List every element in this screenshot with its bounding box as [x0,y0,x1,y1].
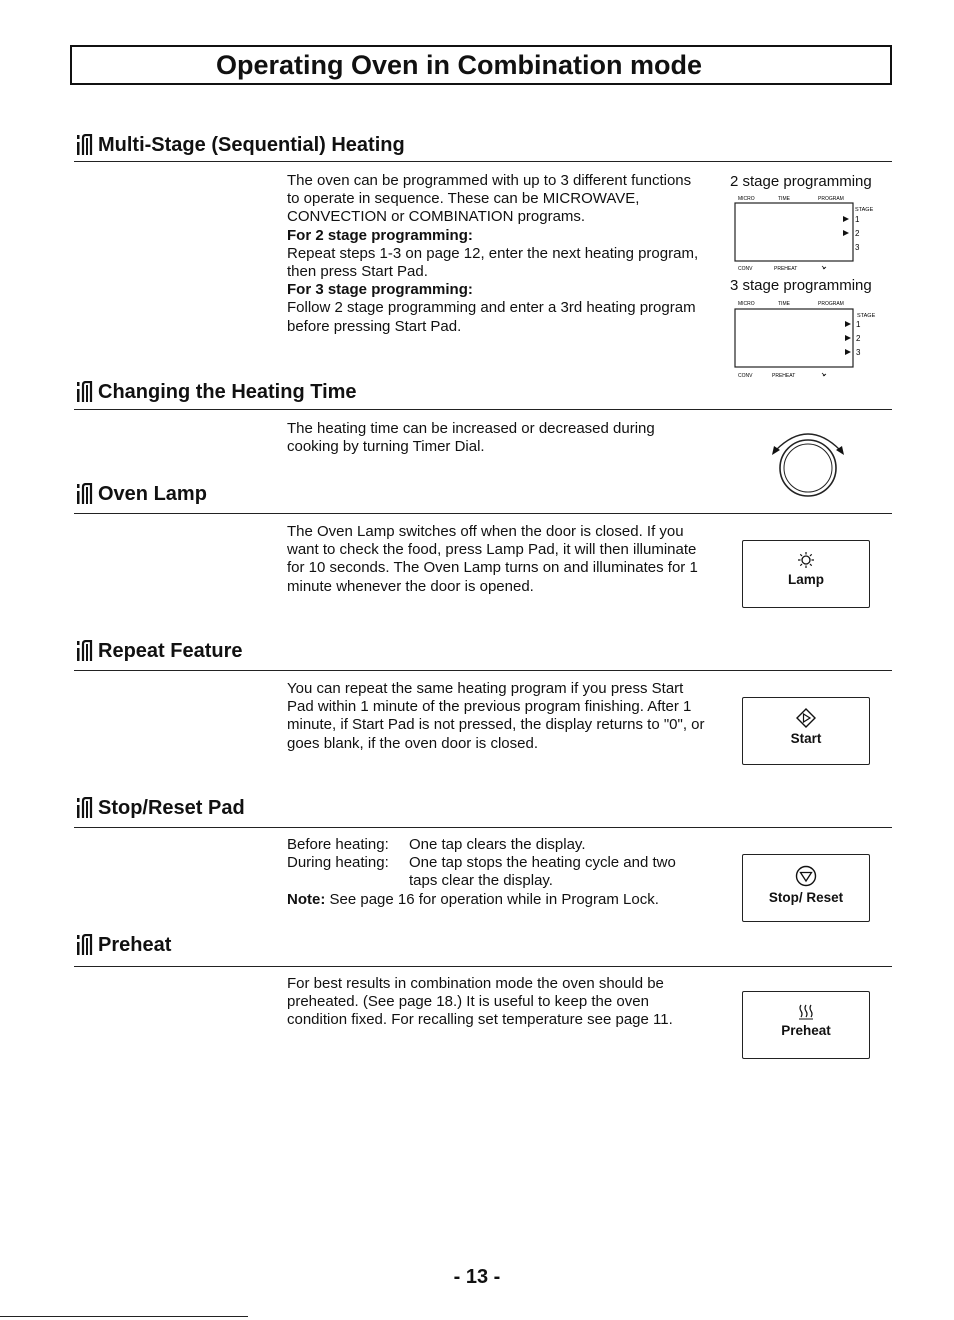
section-divider [74,161,892,162]
stage-number: 1 [855,215,860,224]
display-micro-label: MICRO [738,301,755,307]
stop-icon [795,865,817,887]
section-title: Changing the Heating Time [98,381,357,403]
page-title: Operating Oven in Combination mode [216,50,703,80]
section-marker-icon [74,134,94,156]
repeat-body: You can repeat the same heating program if you press Start Pad within 1 minute of the previous program finishing. After 1 minute, if Start Pad is not pressed, the display returns to "0", or goes blank, if the oven door is closed. [287,680,705,752]
section-marker-icon [74,934,94,956]
timer-dial-icon [764,422,852,500]
display-time-label: TIME [778,196,790,202]
note-label: Note: [287,890,326,908]
page-number: - 13 - [453,1266,501,1288]
stage-number: 3 [856,348,861,357]
during-heating-text: One tap stops the heating cycle and two taps clear the display. [409,854,676,890]
display-micro-label: MICRO [738,196,755,202]
section-divider [74,827,892,828]
preheat-body: For best results in combination mode the oven should be preheated. (See page 18.) It is useful to keep the oven condition fixed. For recalling set temperature see page 11. [287,975,673,1029]
display-conv-label: CONV [738,373,753,379]
three-stage-text: Follow 2 stage programming and enter a 3rd heating program before pressing Start Pad. [287,299,696,335]
display-conv-label: CONV [738,266,753,272]
preheat-pad-label: Preheat [781,1023,831,1038]
section-marker-icon [74,797,94,819]
note-text: See page 16 for operation while in Program Lock. [329,890,659,908]
display-program-label: PROGRAM [818,196,844,202]
section-heading-oven-lamp [74,483,207,505]
section-title: Multi-Stage (Sequential) Heating [98,134,405,156]
display-stage-label: STAGE [855,207,874,213]
lamp-pad[interactable] [742,540,870,608]
multistage-intro: The oven can be programmed with up to 3 different functions to operate in sequence. These can be MICROWAVE, CONVECTION or COMBINATION programs. [287,172,692,226]
section-divider [74,670,892,671]
display-program-label: PROGRAM [818,301,844,307]
preheat-pad[interactable] [742,991,870,1059]
section-heading-stop-reset [74,797,245,819]
start-icon [796,708,816,728]
section-divider [74,966,892,967]
page-title-box [70,45,892,85]
section-title: Oven Lamp [98,483,207,505]
section-marker-icon [74,381,94,403]
heat-waves-icon [797,1002,815,1020]
section-marker-icon [74,640,94,662]
table-row [287,836,694,854]
three-stage-display-label: 3 stage programming [730,277,872,294]
display-stage-label: STAGE [857,313,876,319]
section-divider [74,409,892,410]
oven-lamp-body: The Oven Lamp switches off when the door is closed. If you want to check the food, press Lamp Pad, it will then illuminate for 10 seconds. The Oven Lamp turns on and illuminates for 1 minute whenever the door is opened. [287,523,698,595]
start-pad-label: Start [790,731,822,746]
three-stage-title: For 3 stage programming: [287,281,473,299]
before-heating-text: One tap clears the display. [409,836,586,853]
during-heating-label: During heating: [287,854,389,872]
display-preheat-label: PREHEAT [772,373,796,379]
two-stage-text: Repeat steps 1-3 on page 12, enter the next heating program, then press Start Pad. [287,244,699,281]
section-heading-repeat [74,640,243,662]
stage-number: 2 [855,229,860,238]
stage-number: 3 [855,243,860,252]
section-heading-preheat [74,934,171,956]
section-divider [74,513,892,514]
heating-time-body: The heating time can be increased or decreased during cooking by turning Timer Dial. [287,420,655,456]
section-heading-multistage [74,134,405,156]
section-title: Stop/Reset Pad [98,797,245,819]
display-preheat-label: PREHEAT [774,266,798,272]
table-row [287,854,694,890]
section-title: Repeat Feature [98,640,243,662]
stage-number: 1 [856,320,861,329]
stop-reset-body [287,836,727,909]
stage-number: 2 [856,334,861,343]
stop-reset-pad[interactable] [742,854,870,922]
display-time-label: TIME [778,301,790,307]
lamp-icon [797,551,815,569]
section-marker-icon [74,483,94,505]
footer-rule [0,1316,248,1317]
lamp-pad-label: Lamp [787,572,824,587]
three-stage-display [732,296,882,380]
section-title: Preheat [98,934,172,956]
two-stage-display [732,192,882,274]
two-stage-title: For 2 stage programming: [287,226,473,244]
before-heating-label: Before heating: [287,836,389,853]
start-pad[interactable] [742,697,870,765]
stop-reset-pad-label: Stop/ Reset [768,890,844,905]
two-stage-display-label: 2 stage programming [730,173,872,190]
multistage-body [287,172,707,336]
section-heading-heating-time [74,381,357,403]
stop-reset-table [287,836,694,891]
